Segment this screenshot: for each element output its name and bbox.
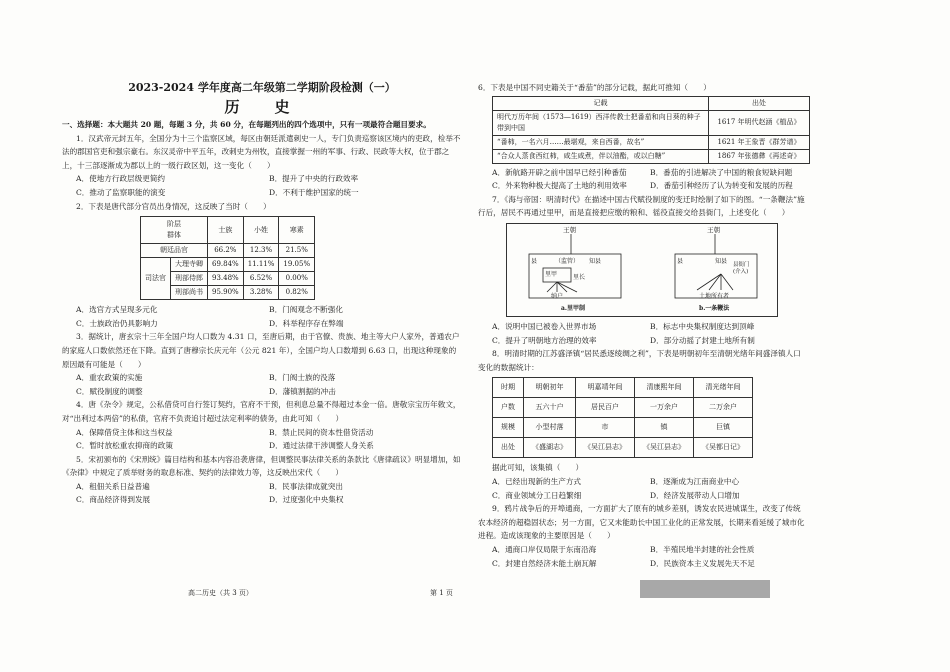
diagram-caption-a: a.里甲制	[561, 304, 585, 312]
question-8: 8．明清时期的江苏盛泽镇“居民悉逐绫绸之利”，下表是明朝初年至清朝光绪年间盛泽镇人口变化的数据统计：	[478, 349, 801, 372]
q1-option-d: D．不利于维护国家的统一	[269, 187, 359, 197]
q3-option-c: C．赋役制度的调整	[76, 386, 143, 396]
q9-option-c: C．封建自然经济未能土崩瓦解	[492, 558, 597, 568]
diagram-county-right: 县	[677, 257, 684, 265]
diagram-landowners: 土地所有者	[699, 292, 730, 300]
redaction-bar	[640, 580, 770, 598]
q4-option-c: C．暂时放松重农抑商的政策	[76, 441, 173, 451]
q1-option-a: A．使地方行政层级更简约	[76, 174, 166, 184]
q8-option-c: C．商业领域分工日趋繁细	[492, 490, 582, 500]
q2-options	[62, 303, 462, 330]
q1-option-b: B．提升了中央的行政效率	[269, 174, 359, 184]
q2-option-a: A．选官方式呈现多元化	[76, 305, 158, 315]
q7-options	[478, 320, 808, 347]
q2-option-c: C．士族政治仍具影响力	[76, 318, 158, 328]
q7-diagram	[506, 223, 778, 317]
left-column	[62, 78, 462, 507]
q7-option-c: C．提升了明朝地方治理的效率	[492, 335, 597, 345]
q6-option-d: D．番茄引种经历了认为转变和发展的历程	[650, 181, 793, 191]
question-6: 6．下表是中国不同史籍关于“番茄”的部分记载，据此可推知（ ）	[478, 83, 711, 92]
q5-options	[62, 480, 462, 507]
diagram-dynasty-right: 王朝	[707, 225, 720, 234]
q6-option-c: C．外来物种极大提高了土地的利用效率	[492, 181, 627, 191]
q9-option-b: B．半殖民地半封建的社会性质	[650, 544, 755, 554]
diagram-caption-b: b.一条鞭法	[699, 304, 730, 312]
subject-title: 历 史	[224, 98, 300, 116]
question-9: 9．鸦片战争后的开埠通商，一方面扩大了原有的城乡差别，诱发农民进城谋生，改变了传统农本经济的超稳固状态；另一方面，它又未能助长中国工业化的正常发展，长期来看延缓了城市化进程。造成该现象的主要原因是（ ）	[478, 504, 805, 541]
q6-option-b: B．番茄的引进解决了中国的粮食短缺问题	[650, 167, 793, 177]
q8-option-b: B．逐渐成为江南商业中心	[650, 476, 740, 486]
q3-option-a: A．重农政策的实施	[76, 373, 143, 383]
diagram-supervise: （监管）	[555, 257, 580, 265]
exam-title: 2023-2024 学年度高二年级第二学期阶段检测（一）	[128, 81, 396, 94]
diagram-magistrate-left: 知县	[589, 257, 602, 265]
q5-option-d: D．过度强化中央集权	[269, 495, 344, 505]
diagram-yamen: 县衙门 (介入)	[733, 261, 750, 275]
q9-option-a: A．通商口岸仅局限于东南沿海	[492, 544, 597, 554]
footer-page-number: 第 1 页	[430, 589, 453, 597]
q1-options	[62, 172, 462, 199]
q4-options	[62, 426, 462, 453]
q4-option-b: B．禁止民间的资本性借贷活动	[269, 427, 374, 437]
footer-page-count: 高二历史（共 3 页）	[188, 589, 253, 597]
q5-option-a: A．租佃关系日益普遍	[76, 481, 150, 491]
q8-tail: 据此可知，该集镇（ ）	[492, 463, 584, 473]
q3-options	[62, 371, 462, 398]
q8-option-d: D．经济发展带动人口增加	[650, 490, 740, 500]
diagram-households: 纳户	[551, 292, 564, 300]
question-5: 5．宋初颁布的《宋刑统》篇目结构和基本内容沿袭唐律，但调整民事法律关系的条款比《唐律疏议》明显增加，如《杂律》中规定了质举财务的取息标准、契约的法律效力等，这反映出宋代（ ）	[62, 454, 461, 478]
diagram-lijia: 里甲	[545, 270, 558, 278]
q4-option-d: D．通过法律干涉调整人身关系	[269, 441, 374, 451]
q2-option-d: D．科举程序存在弊端	[269, 318, 344, 328]
right-column	[478, 81, 808, 570]
section-heading: 一、选择题：本大题共 20 题，每题 3 分，共 60 分，在每题列出的四个选项中，只有一项最符合题目要求。	[62, 120, 431, 129]
q3-option-b: B．门阀士族的没落	[269, 373, 336, 383]
q5-option-b: B．民事法律成就突出	[269, 481, 343, 491]
question-7: 7．《海与帝国：明清时代》在描述中国古代赋役制度的变迁时绘制了如下的图。“一条鞭法”施行后，居民不再通过里甲，而是直接把应缴的粮和、徭役直接交给县衙门，上述变化（ ）	[478, 194, 805, 218]
diagram-magistrate-right: 知县	[715, 257, 728, 265]
diagram-county-left: 县	[531, 257, 538, 265]
question-4: 4．唐《杂令》规定，公私借贷可自行签订契约，官府不干预，但利息总量不得超过本金一倍。唐敬宗宝历年敕文，对“出利过本两倍”的私债，官府不负责追讨超过法定利率的债务，由此可知（ ）	[62, 400, 461, 423]
question-3: 3．据统计，唐玄宗十三年全国户均人口数为 4.31 口，至唐后期，由于官僚、贵族、地主等大户人家外，普通农户的家庭人口数依然还在下降。直到了唐穆宗长庆元年（公元 821 年），全国户均人口数增到 6.63 口，出现这种现象的原因最有可能是（ ）	[62, 332, 460, 369]
q8-options	[478, 475, 808, 502]
q7-option-d: D．部分动摇了封建土地所有制	[650, 335, 755, 345]
q6-option-a: A．新航路开辟之前中国早已经引种番茄	[492, 167, 627, 177]
q9-options	[478, 543, 808, 570]
q8-table: 时期 明朝初年 明嘉靖年间 清康熙年间 清光绪年间 户数 五六十户 居民百户 一万余户 二万余户 规模 小型村落 市 镇 巨镇 出处 《盛湖志》 《吴江县志》 《吴江县志》 《吴都日记》	[492, 377, 753, 458]
q6-options	[478, 166, 808, 193]
diagram-lizhang: 里长	[573, 273, 586, 281]
q8-option-a: A．已经出现新的生产方式	[492, 476, 582, 486]
question-1: 1．汉武帝元封五年，全国分为十三个监察区域，每区由朝廷派遣刺史一人，专门负责巡察该区境内的吏政，检举不法的郡国官吏和强宗豪右。东汉灵帝中平五年，改刺史为州牧，直接掌握一州的军事、行政、民政等大权，位于郡之上，十三部逐渐成为郡以上的一级行政区划，这一变化（ ）	[62, 133, 461, 170]
q5-option-c: C．商品经济得到发展	[76, 495, 151, 505]
q2-table: 阶层 群体 士族 小姓 寒素 朝廷品官 66.2% 12.3% 21.5% 司法官 大理寺卿 69.84% 11.11% 19.05% 刑部侍郎 93.48% 6.52% 0.00% 刑部尚书 95.90% 3.28% 0.82%	[140, 216, 315, 300]
question-2: 2．下表是唐代部分官员出身情况，这反映了当时（ ）	[76, 201, 271, 211]
diagram-dynasty-left: 王朝	[563, 225, 576, 234]
q7-option-b: B．标志中央集权制度达到顶峰	[650, 321, 755, 331]
q4-option-a: A．保障借贷主体和这当权益	[76, 427, 173, 437]
q1-option-c: C．推动了监察职能的演变	[76, 187, 166, 197]
q9-option-d: D．民族资本主义发展先天不足	[650, 558, 755, 568]
q2-option-b: B．门阀观念不断强化	[269, 305, 343, 315]
q7-option-a: A．说明中国已被卷入世界市场	[492, 321, 597, 331]
q6-table: 记载 出处 明代万历年间（1573—1619）西洋传教士把番茄和向日葵的种子带到中国 1617 年明代赵涵《植品》 “番柿，一名六月……最堪观，来自西番，故名” 1621 年王象晋《群芳谱》 “合众人蒸食西红柿，咸生咸煮，伴以油酯，或以白糖” 1867 年张德彝《再述奇》	[492, 96, 810, 164]
q3-option-d: D．藩镇割据的冲击	[269, 386, 336, 396]
